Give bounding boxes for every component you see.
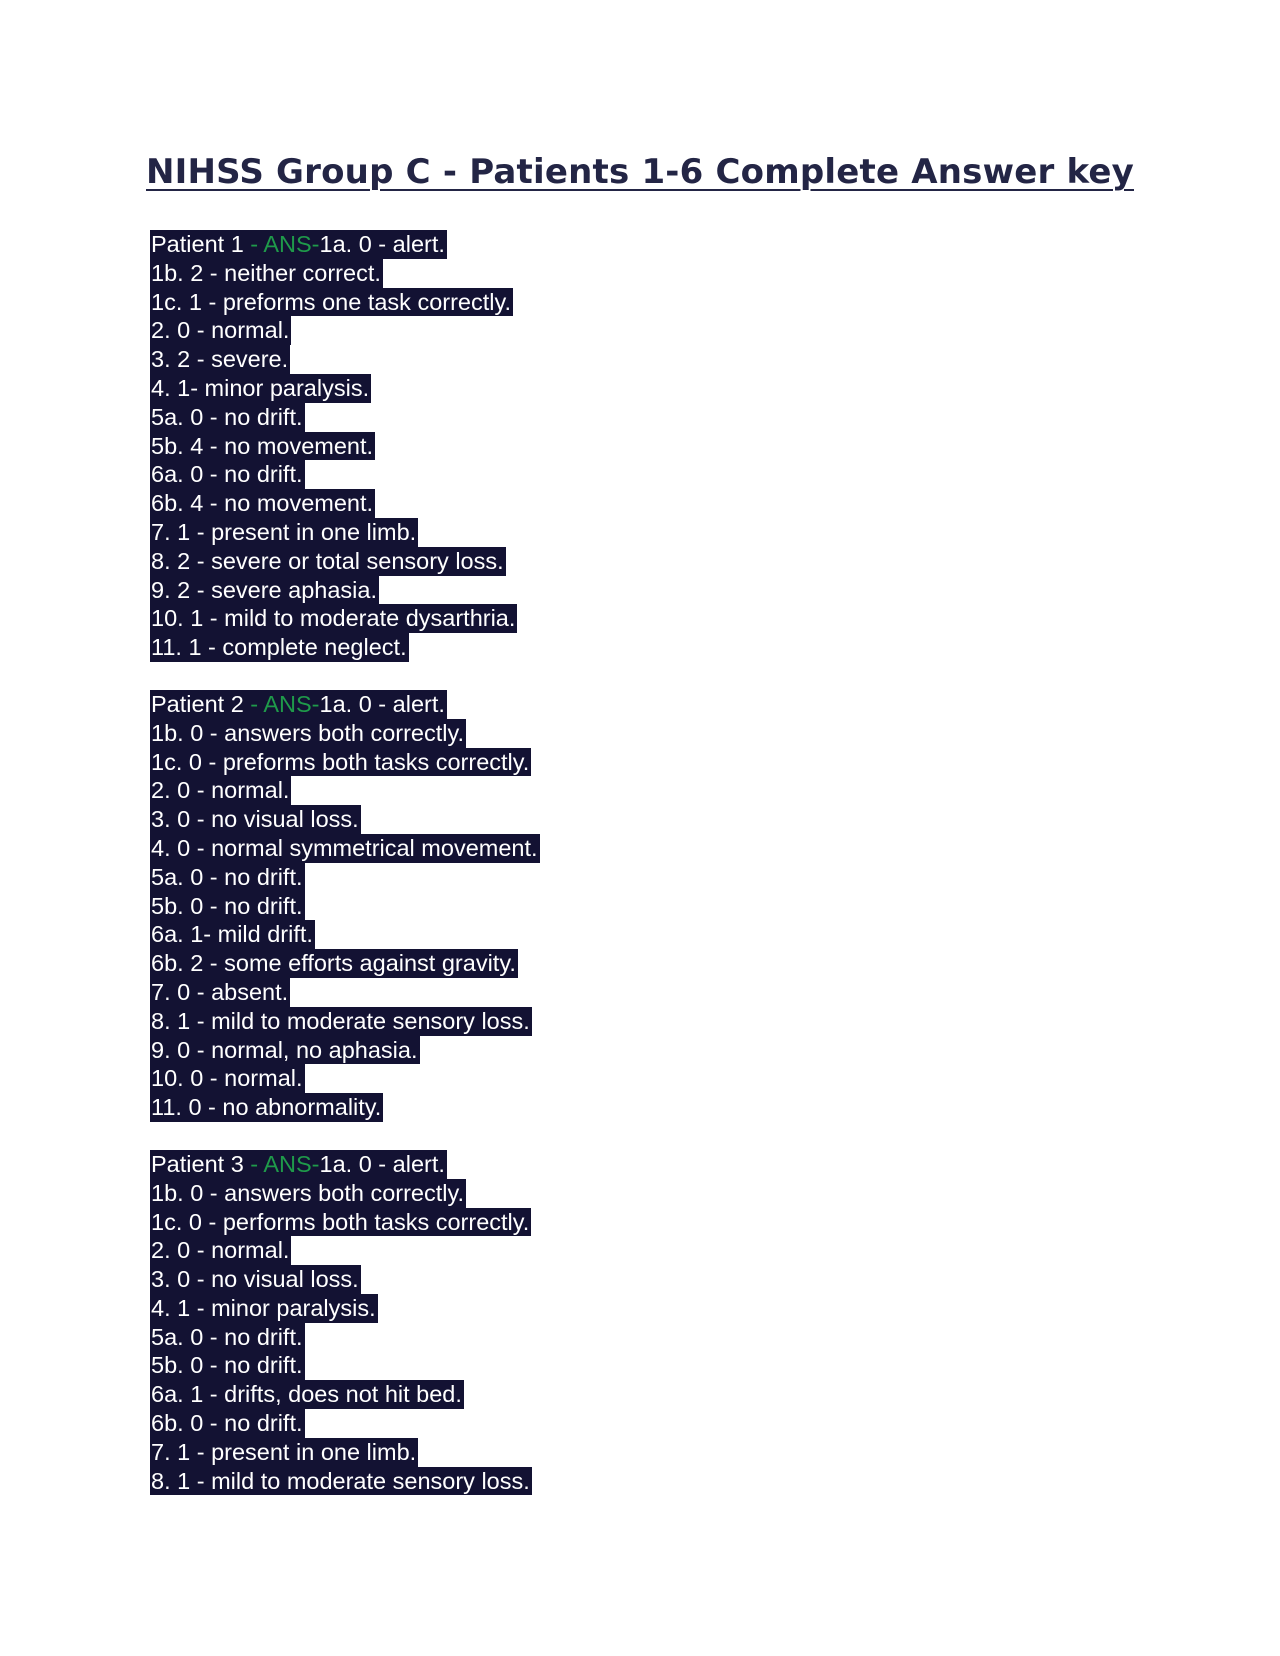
answer-item: 6a. 0 - no drift. [151, 461, 303, 488]
answer-line [150, 1236, 540, 1265]
answer-item: 10. 1 - mild to moderate dysarthria. [151, 605, 516, 632]
answer-line [150, 805, 540, 834]
answer-item: 1b. 0 - answers both correctly. [151, 1179, 465, 1206]
answer-item: 7. 1 - present in one limb. [151, 518, 417, 545]
answer-item: 6b. 2 - some efforts against gravity. [151, 950, 516, 977]
answer-item: 5b. 4 - no movement. [151, 432, 374, 459]
answer-line [150, 1179, 540, 1208]
patient-block-1 [150, 230, 540, 662]
answer-item: 4. 1 - minor paralysis. [151, 1294, 376, 1321]
answer-item: 3. 2 - severe. [151, 346, 289, 373]
answer-item: 5b. 0 - no drift. [151, 1352, 303, 1379]
ans-tag: - ANS- [243, 1150, 320, 1177]
answer-line [150, 776, 540, 805]
answer-line [150, 1294, 540, 1323]
answer-line [150, 1409, 540, 1438]
document-title-text: NIHSS Group C - Patients 1-6 Complete Answer key [146, 152, 1134, 192]
answer-item: 1a. 0 - alert. [319, 1150, 445, 1177]
answer-line [150, 1093, 540, 1122]
answer-item: 5a. 0 - no drift. [151, 1323, 303, 1350]
answer-item: 5b. 0 - no drift. [151, 892, 303, 919]
answer-line [150, 1036, 540, 1065]
highlighted-text [150, 690, 447, 719]
answer-line [150, 748, 540, 777]
answer-line [150, 432, 540, 461]
answer-line [150, 489, 540, 518]
answer-item: 5a. 0 - no drift. [151, 403, 303, 430]
patient-header-line [150, 230, 540, 259]
answer-item: 3. 0 - no visual loss. [151, 1266, 359, 1293]
answer-line [150, 288, 540, 317]
answer-item: 8. 2 - severe or total sensory loss. [151, 547, 504, 574]
answer-item: 2. 0 - normal. [151, 777, 290, 804]
answer-line [150, 834, 540, 863]
answer-item: 2. 0 - normal. [151, 317, 290, 344]
answer-line [150, 547, 540, 576]
answer-line [150, 719, 540, 748]
answer-line [150, 1208, 540, 1237]
answer-item: 10. 0 - normal. [151, 1065, 303, 1092]
answer-item: 1c. 0 - preforms both tasks correctly. [151, 748, 530, 775]
answer-item: 1a. 0 - alert. [319, 690, 445, 717]
answer-item: 6a. 1- mild drift. [151, 921, 313, 948]
patient-label: Patient 2 [151, 690, 244, 717]
answer-line [150, 1265, 540, 1294]
patient-label: Patient 3 [151, 1150, 244, 1177]
answer-line [150, 345, 540, 374]
answer-item: 1c. 1 - preforms one task correctly. [151, 288, 512, 315]
answer-item: 5a. 0 - no drift. [151, 863, 303, 890]
answer-item: 8. 1 - mild to moderate sensory loss. [151, 1467, 530, 1494]
answer-line [150, 1007, 540, 1036]
answer-item: 9. 2 - severe aphasia. [151, 576, 377, 603]
answer-line [150, 374, 540, 403]
ans-tag: - ANS- [243, 690, 320, 717]
highlighted-text [150, 1150, 447, 1179]
answer-line [150, 1438, 540, 1467]
answer-item: 3. 0 - no visual loss. [151, 806, 359, 833]
answer-line [150, 920, 540, 949]
answer-line [150, 1351, 540, 1380]
answer-line [150, 978, 540, 1007]
answer-line [150, 259, 540, 288]
answer-line [150, 949, 540, 978]
answer-item: 9. 0 - normal, no aphasia. [151, 1036, 418, 1063]
answer-item: 11. 0 - no abnormality. [151, 1094, 382, 1121]
answer-item: 6b. 4 - no movement. [151, 490, 374, 517]
answer-line [150, 892, 540, 921]
answer-line [150, 576, 540, 605]
document-title [0, 150, 1280, 194]
answer-item: 11. 1 - complete neglect. [151, 634, 407, 661]
answer-line [150, 1323, 540, 1352]
answer-line [150, 1380, 540, 1409]
answer-item: 6a. 1 - drifts, does not hit bed. [151, 1381, 462, 1408]
answer-item: 2. 0 - normal. [151, 1237, 290, 1264]
answer-item: 1b. 0 - answers both correctly. [151, 719, 465, 746]
answer-line [150, 1467, 540, 1496]
answer-line [150, 518, 540, 547]
answer-line [150, 604, 540, 633]
patient-label: Patient 1 [151, 231, 244, 257]
answer-item: 1b. 2 - neither correct. [151, 259, 381, 286]
answer-line [150, 403, 540, 432]
patient-block-2 [150, 690, 540, 1122]
answer-item: 4. 0 - normal symmetrical movement. [151, 834, 538, 861]
answer-item: 8. 1 - mild to moderate sensory loss. [151, 1007, 530, 1034]
answer-item: 4. 1- minor paralysis. [151, 374, 370, 401]
answer-line [150, 633, 540, 662]
answer-line [150, 863, 540, 892]
patient-header-line [150, 1150, 540, 1179]
answer-item: 7. 0 - absent. [151, 978, 289, 1005]
answer-item: 7. 1 - present in one limb. [151, 1438, 417, 1465]
patient-header-line [150, 690, 540, 719]
answer-line [150, 460, 540, 489]
answer-line [150, 1064, 540, 1093]
answer-line [150, 316, 540, 345]
answer-item: 1a. 0 - alert. [319, 231, 445, 257]
answer-item: 1c. 0 - performs both tasks correctly. [151, 1208, 530, 1235]
patient-block-3 [150, 1150, 540, 1496]
patient-list [150, 230, 540, 1523]
answer-item: 6b. 0 - no drift. [151, 1410, 303, 1437]
ans-tag: - ANS- [243, 231, 320, 257]
highlighted-text [150, 230, 447, 259]
